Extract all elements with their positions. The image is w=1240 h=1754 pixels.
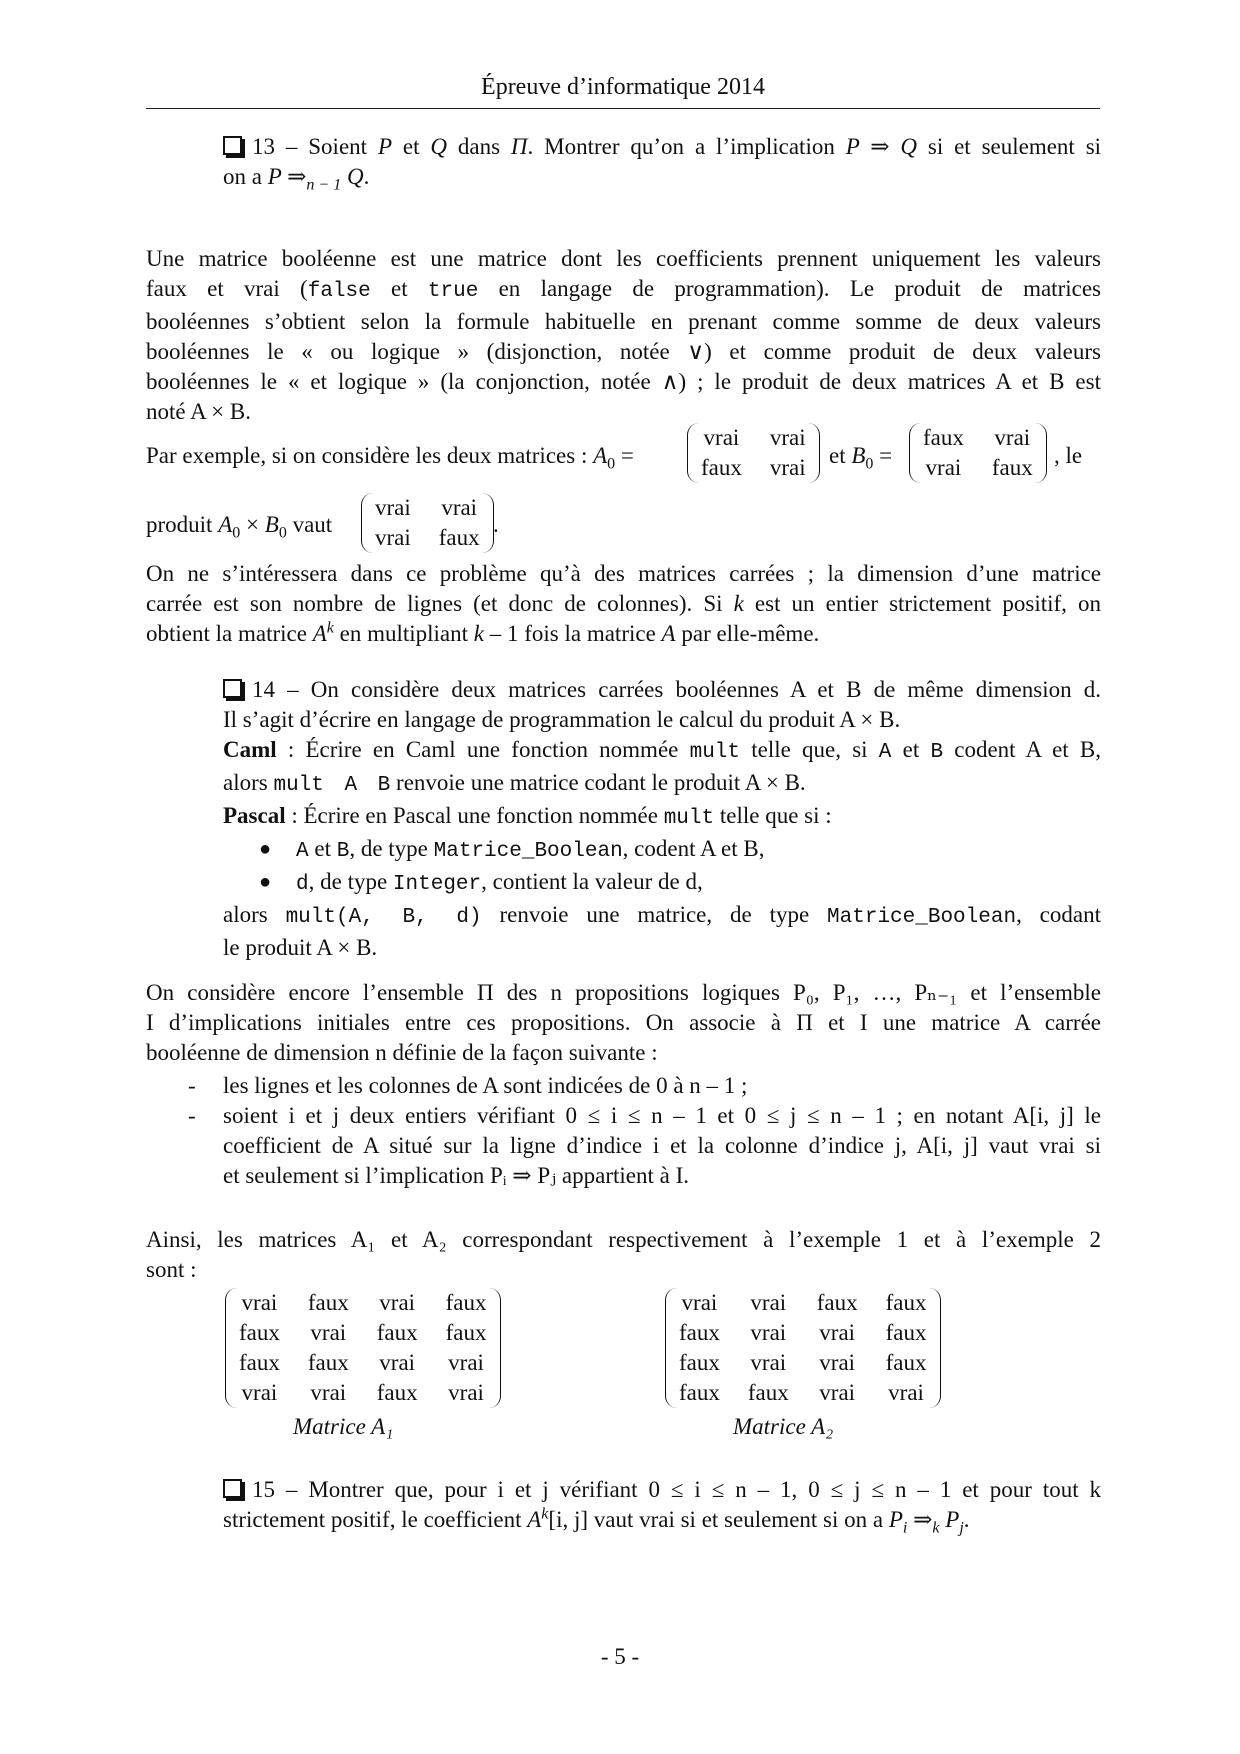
matrix-cell: vrai [925, 455, 962, 480]
matrix-cell: vrai [750, 1320, 787, 1345]
matrix-product [361, 493, 494, 553]
matrix-A0 [687, 423, 820, 483]
label-matrix-A2: Matrice A₂ [733, 1414, 834, 1439]
matrix-row [225, 1348, 501, 1378]
matrix-row [665, 1348, 941, 1378]
matrix-cell: faux [679, 1320, 720, 1345]
paragraph-propositions: On considère encore l’ensemble Π des n propositions logiques P₀, P₁, …, Pₙ₋₁ et l’ensemble I d’implications initiales entre ces propositions. On associe à Π et I une matrice A carrée booléenne de dimension n définie de la façon suivante : [146, 980, 1101, 1065]
matrix-cell: faux [438, 525, 480, 550]
matrix-cell: vrai [750, 1350, 787, 1375]
matrix-cell: faux [885, 1320, 927, 1345]
matrix-cell: vrai [379, 1290, 416, 1315]
example-text-and: et $B_0$ = [829, 443, 893, 473]
matrix-cell: vrai [310, 1320, 347, 1345]
matrix-cell: faux [239, 1320, 280, 1345]
matrix-row [361, 493, 494, 523]
matrix-cell: faux [679, 1350, 720, 1375]
matrix-cell: vrai [769, 425, 806, 450]
matrix-cell: faux [445, 1290, 487, 1315]
matrix-cell: vrai [888, 1380, 924, 1405]
matrix-row [909, 423, 1047, 453]
example-dot: . [493, 512, 499, 537]
matrix-cell: faux [239, 1350, 280, 1375]
matrix-cell: vrai [375, 495, 411, 520]
bullet-icon: ● [259, 838, 272, 860]
matrix-row [665, 1378, 941, 1408]
example-text-line2: produit $A_0 \times B_0$ vaut [146, 512, 333, 542]
matrix-cell: faux [885, 1290, 927, 1315]
matrix-cell: faux [376, 1320, 418, 1345]
label-matrix-A1: Matrice A₁ [293, 1414, 394, 1439]
matrix-cell: vrai [310, 1380, 347, 1405]
checkbox-icon [223, 1479, 242, 1498]
matrix-row [665, 1288, 941, 1318]
question-14: 14 – On considère deux matrices carrées booléennes A et B de même dimension d. Il s’agit d’écrire en langage de programmation le calcul du produit A × B. Caml : Écrire en Caml une fonction nommée mult telle que, si A et B codent A et B, alors mult A B renvoie une matrice codant le produit A × B. Pascal : Écrire en Pascal une fonction nommée mult telle que si : ● A et B, de type Matrice_Boolean, codent A et B, ● d, de type Integer, contient la valeur de d, alors mult(A, B, d) renvoie une matrice, de type Matrice_Boolean, codant le produit A × B. [223, 677, 1101, 960]
matrix-cell: faux [701, 455, 742, 480]
matrix-cell: faux [445, 1320, 487, 1345]
matrix-cell: faux [747, 1380, 789, 1405]
matrix-cell: faux [376, 1380, 418, 1405]
matrix-cell: faux [991, 455, 1033, 480]
definition-list: - les lignes et les colonnes de A sont indicées de 0 à n – 1 ; - soient i et j deux entiers vérifiant 0 ≤ i ≤ n – 1 et 0 ≤ j ≤ n – 1 ; en notant A[i, j] le coefficient de A situé sur la ligne d’indice i et la colonne d’indice j, A[i, j] vaut vrai si et seulement si l’implication Pᵢ ⇒ Pⱼ appartient à I. [188, 1073, 1101, 1188]
matrix-cell: faux [885, 1350, 927, 1375]
matrix-cell: vrai [241, 1380, 278, 1405]
matrix-cell: faux [307, 1290, 349, 1315]
matrix-cell: vrai [379, 1350, 416, 1375]
bullet-icon: ● [259, 871, 272, 893]
matrix-cell: vrai [448, 1350, 484, 1375]
header-title: Épreuve d’informatique 2014 [481, 74, 765, 100]
matrix-cell: vrai [994, 425, 1031, 450]
matrix-cell: vrai [819, 1350, 856, 1375]
matrix-row [687, 423, 820, 453]
matrix-cell: faux [923, 425, 964, 450]
example-text-comma: , le [1054, 443, 1083, 468]
matrix-cell: faux [679, 1380, 720, 1405]
matrix-cell: vrai [681, 1290, 718, 1315]
matrix-A2 [665, 1288, 941, 1408]
page-header [146, 72, 1100, 109]
paragraph-examples: Ainsi, les matrices A₁ et A₂ correspondant respectivement à l’exemple 1 et à l’exemple 2 sont : [146, 1227, 1101, 1282]
matrix-cell: vrai [819, 1320, 856, 1345]
paragraph-square-matrices: On ne s’intéressera dans ce problème qu’à des matrices carrées ; la dimension d’une matrice carrée est son nombre de lignes (et donc de colonnes). Si k est un entier strictement positif, on obtient la matrice $A^k$ en multipliant k – 1 fois la matrice A par elle-même. [146, 561, 1101, 646]
matrix-row [225, 1288, 501, 1318]
matrix-row [665, 1318, 941, 1348]
paragraph-boolean-matrices: Une matrice booléenne est une matrice dont les coefficients prennent uniquement les valeurs faux et vrai (false et true en langage de programmation). Le produit de matrices booléennes s’obtient selon la formule habituelle en prenant comme somme de deux valeurs booléennes le « ou logique » (disjonction, notée ∨) et comme produit de deux valeurs booléennes le « et logique » (la conjonction, notée ∧) ; le produit de deux matrices A et B est noté A × B. [146, 246, 1101, 424]
matrix-cell: vrai [441, 495, 478, 520]
matrix-row [225, 1318, 501, 1348]
matrix-B0 [909, 423, 1047, 483]
matrix-row [225, 1378, 501, 1408]
matrix-cell: faux [307, 1350, 349, 1375]
matrix-cell: faux [816, 1290, 858, 1315]
matrix-row [909, 453, 1047, 483]
checkbox-icon [223, 679, 242, 698]
matrix-cell: vrai [769, 455, 806, 480]
question-15: 15 – Montrer que, pour i et j vérifiant 0 ≤ i ≤ n – 1, 0 ≤ j ≤ n – 1 et pour tout k strictement positif, le coefficient $A^k[i$, j] vaut vrai si et seulement si on a $P_i$ $\Rightarrow_k$ $P_j$. [223, 1477, 1101, 1537]
matrix-cell: vrai [448, 1380, 484, 1405]
matrix-row [687, 453, 820, 483]
matrix-cell: vrai [750, 1290, 787, 1315]
matrix-cell: vrai [375, 525, 411, 550]
checkbox-icon [223, 136, 242, 155]
matrix-A1 [225, 1288, 501, 1408]
page-number: - 5 - [600, 1644, 640, 1669]
matrix-cell: vrai [819, 1380, 856, 1405]
matrix-row [361, 523, 494, 553]
example-text-line1: Par exemple, si on considère les deux matrices : $A_0$ = [146, 443, 634, 473]
matrix-cell: vrai [241, 1290, 278, 1315]
matrix-cell: vrai [703, 425, 740, 450]
question-13: 13 – Soient P et Q dans Π. Montrer qu’on a l’implication P ⇒ Q si et seulement si on a P $\Rightarrow_{n - 1}$ Q. [223, 134, 1102, 194]
